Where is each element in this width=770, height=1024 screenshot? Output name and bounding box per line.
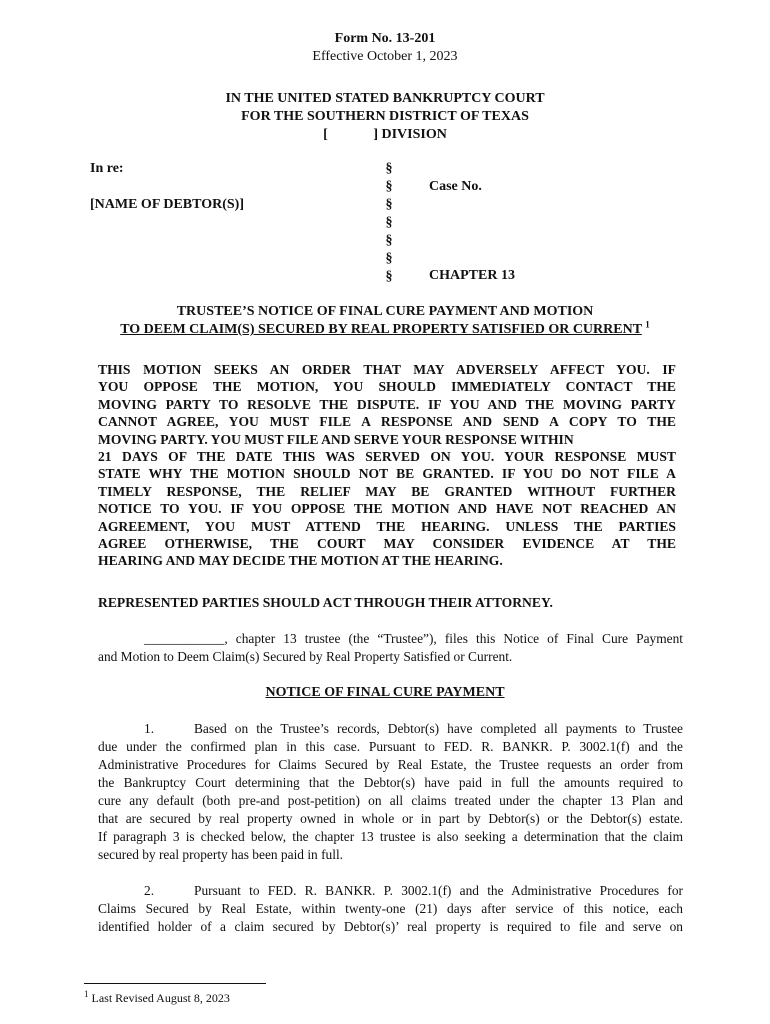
warning-line: NOTICE TO YOU. IF YOU OPPOSE THE MOTION AND HAVE NOT REACHED AN	[98, 501, 676, 517]
paragraph-text: Pursuant to FED. R. BANKR. P. 3002.1(f) and the Administrative Procedures for	[194, 883, 683, 898]
section-symbol-column	[382, 160, 396, 286]
footnote-number: 1	[84, 989, 89, 999]
warning-line: CANNOT AGREE, YOU MUST FILE A RESPONSE AND SEND A COPY TO THE	[98, 414, 676, 430]
footnote-reference: 1	[645, 319, 650, 330]
section-symbol: §	[385, 233, 393, 248]
paragraph-line: cure any default (both pre-and post-petition) on all claims treated under the chapter 13 Plan and	[98, 793, 683, 808]
warning-line: AGREEMENT, YOU MUST ATTEND THE HEARING. UNLESS THE PARTIES	[98, 518, 676, 534]
paragraph-number: 2.	[144, 883, 155, 898]
paragraph-text: Based on the Trustee’s records, Debtor(s) have completed all payments to Trustee	[194, 721, 683, 736]
section-symbol: §	[385, 161, 393, 176]
section-symbol: §	[385, 179, 393, 194]
paragraph-line: due under the confirmed plan in this case. Pursuant to FED. R. BANKR. P. 3002.1(f) and the	[98, 739, 683, 754]
paragraph-line: Administrative Procedures for Claims Secured by Real Estate, the Trustee requests an order from	[98, 757, 683, 772]
warning-notice	[98, 361, 676, 570]
section-symbol: §	[385, 251, 393, 266]
represented-parties-notice: REPRESENTED PARTIES SHOULD ACT THROUGH THEIR ATTORNEY.	[98, 595, 553, 610]
paragraph-line: identified holder of a claim secured by Debtor(s)’ real property is required to file and serve on	[98, 919, 683, 934]
document-title-line2	[0, 321, 770, 339]
footnote	[84, 990, 230, 1006]
effective-date: Effective October 1, 2023	[312, 49, 458, 64]
section-symbol: §	[385, 197, 393, 212]
document-title-text: TO DEEM CLAIM(S) SECURED BY REAL PROPERTY SATISFIED OR CURRENT	[120, 322, 642, 337]
paragraph-line: Claims Secured by Real Estate, within twenty-one (21) days after service of this notice, each	[98, 901, 683, 916]
intro-line: ____________, chapter 13 trustee (the “Trustee”), files this Notice of Final Cure Payment	[144, 631, 683, 646]
warning-line: MOVING PARTY. YOU MUST FILE AND SERVE YOUR RESPONSE WITHIN	[98, 431, 574, 447]
footnote-text: Last Revised August 8, 2023	[91, 991, 230, 1005]
warning-line: MOVING PARTY TO RESOLVE THE DISPUTE. IF YOU AND THE MOVING PARTY	[98, 396, 676, 412]
footnote-divider	[84, 983, 266, 984]
document-title-line1: TRUSTEE’S NOTICE OF FINAL CURE PAYMENT AND MOTION	[176, 304, 594, 319]
case-number-label: Case No.	[429, 179, 482, 194]
paragraph-first-line	[98, 882, 683, 900]
section-heading-text: NOTICE OF FINAL CURE PAYMENT	[265, 685, 505, 700]
chapter-label: CHAPTER 13	[429, 268, 515, 283]
court-district: FOR THE SOUTHERN DISTRICT OF TEXAS	[241, 109, 529, 124]
warning-line: TIMELY RESPONSE, THE RELIEF MAY BE GRANTED WITHOUT FURTHER	[98, 483, 676, 499]
warning-line: HEARING AND MAY DECIDE THE MOTION AT THE HEARING.	[98, 553, 503, 569]
paragraph-number: 1.	[144, 721, 155, 736]
warning-line: STATE WHY THE MOTION SHOULD NOT BE GRANTED. IF YOU DO NOT FILE A	[98, 466, 676, 482]
in-re-label: In re:	[90, 161, 124, 176]
intro-line: and Motion to Deem Claim(s) Secured by Real Property Satisfied or Current.	[98, 649, 513, 664]
debtor-name: [NAME OF DEBTOR(S)]	[90, 197, 244, 212]
warning-line: YOU OPPOSE THE MOTION, YOU SHOULD IMMEDIATELY CONTACT THE	[98, 379, 676, 395]
court-name: IN THE UNITED STATED BANKRUPTCY COURT	[225, 91, 545, 106]
paragraph-line: the Bankruptcy Court determining that the Debtor(s) have paid in full the amounts required to	[98, 775, 683, 790]
warning-line: THIS MOTION SEEKS AN ORDER THAT MAY ADVERSELY AFFECT YOU. IF	[98, 362, 676, 377]
court-division: [ ] DIVISION	[323, 127, 447, 142]
warning-line: 21 DAYS OF THE DATE THIS WAS SERVED ON YOU. YOUR RESPONSE MUST	[98, 449, 676, 465]
paragraph-first-line	[98, 720, 683, 738]
warning-line: AGREE OTHERWISE, THE COURT MAY CONSIDER EVIDENCE AT THE	[98, 536, 676, 552]
form-number: Form No. 13-201	[334, 31, 436, 46]
section-symbol: §	[385, 215, 393, 230]
paragraph-line: secured by real property has been paid in full.	[98, 847, 344, 862]
section-symbol: §	[385, 269, 393, 284]
paragraph-2	[98, 882, 683, 936]
paragraph-line: If paragraph 3 is checked below, the chapter 13 trustee is also seeking a determination that the claim	[98, 829, 683, 844]
paragraph-1	[98, 720, 683, 864]
paragraph-line: that are secured by real property owned in whole or in part by Debtor(s) or the Debtor(s) estate.	[98, 811, 683, 826]
section-heading	[0, 684, 770, 702]
intro-paragraph	[98, 630, 683, 666]
